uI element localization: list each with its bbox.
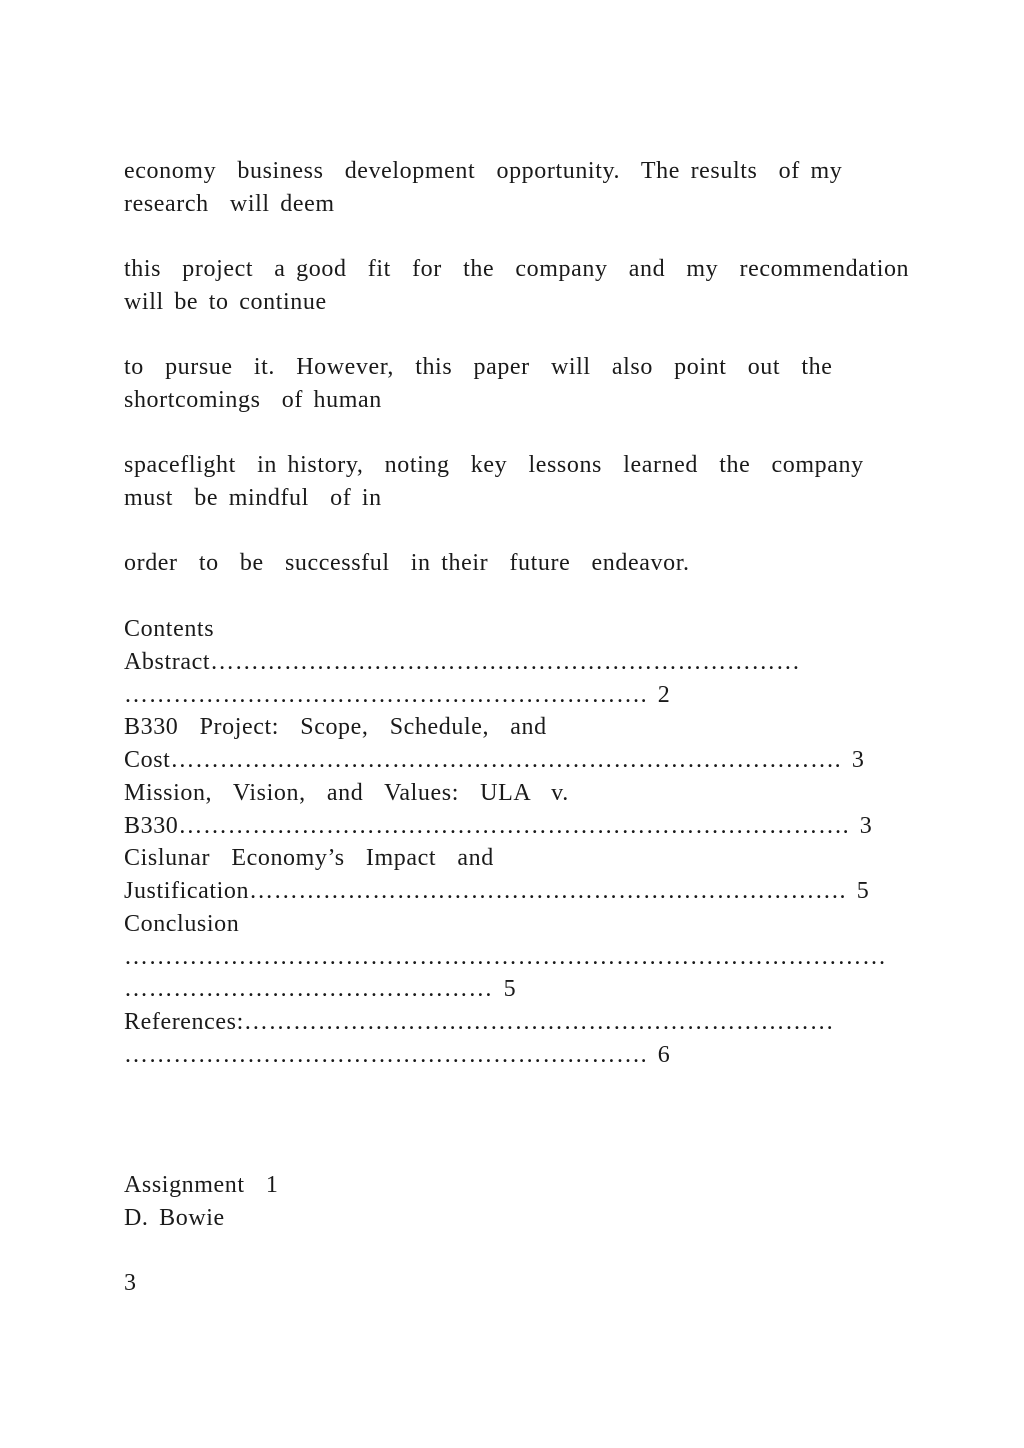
toc-entry-mission-leader: B330………………………………………………………………………. 3 xyxy=(124,813,873,839)
paragraph-2-line-1: this project a good fit for the company and my recommendation xyxy=(124,256,910,282)
toc-entry-mission: Mission, Vision, and Values: ULA v. xyxy=(124,780,569,806)
toc-entry-conclusion-leader-2: ……………………………………… 5 xyxy=(124,976,517,1002)
assignment-label: Assignment 1 xyxy=(124,1172,279,1198)
toc-entry-cislunar-leader: Justification………………………………………………………………. 5 xyxy=(124,878,870,904)
toc-entry-cislunar: Cislunar Economy’s Impact and xyxy=(124,845,494,871)
page-number: 3 xyxy=(124,1270,137,1296)
paragraph-1-line-2: research will deem xyxy=(124,191,335,217)
paragraph-3-line-1: to pursue it. However, this paper will also point out the xyxy=(124,354,833,380)
toc-entry-abstract-leader: ………………………………………………………. 2 xyxy=(124,682,671,708)
toc-entry-conclusion: Conclusion xyxy=(124,911,240,937)
toc-entry-abstract: Abstract……………………………………………………………… xyxy=(124,649,801,675)
toc-entry-references: References:……………………………………………………………… xyxy=(124,1009,835,1035)
toc-entry-references-leader: ………………………………………………………. 6 xyxy=(124,1042,671,1068)
author-name: D. Bowie xyxy=(124,1205,225,1231)
paragraph-4-line-1: spaceflight in history, noting key lessons learned the company xyxy=(124,452,864,478)
paragraph-3-line-2: shortcomings of human xyxy=(124,387,382,413)
paragraph-2-line-2: will be to continue xyxy=(124,289,327,315)
paragraph-1-line-1: economy business development opportunity. The results of my xyxy=(124,158,843,184)
toc-entry-b330-project: B330 Project: Scope, Schedule, and xyxy=(124,714,547,740)
paragraph-5-line-1: order to be successful in their future endeavor. xyxy=(124,550,690,576)
paragraph-4-line-2: must be mindful of in xyxy=(124,485,382,511)
toc-entry-conclusion-leader-1: ………………………………………………………………………………… xyxy=(124,944,887,970)
toc-entry-b330-project-leader: Cost………………………………………………………………………. 3 xyxy=(124,747,865,773)
toc-heading: Contents xyxy=(124,616,215,642)
